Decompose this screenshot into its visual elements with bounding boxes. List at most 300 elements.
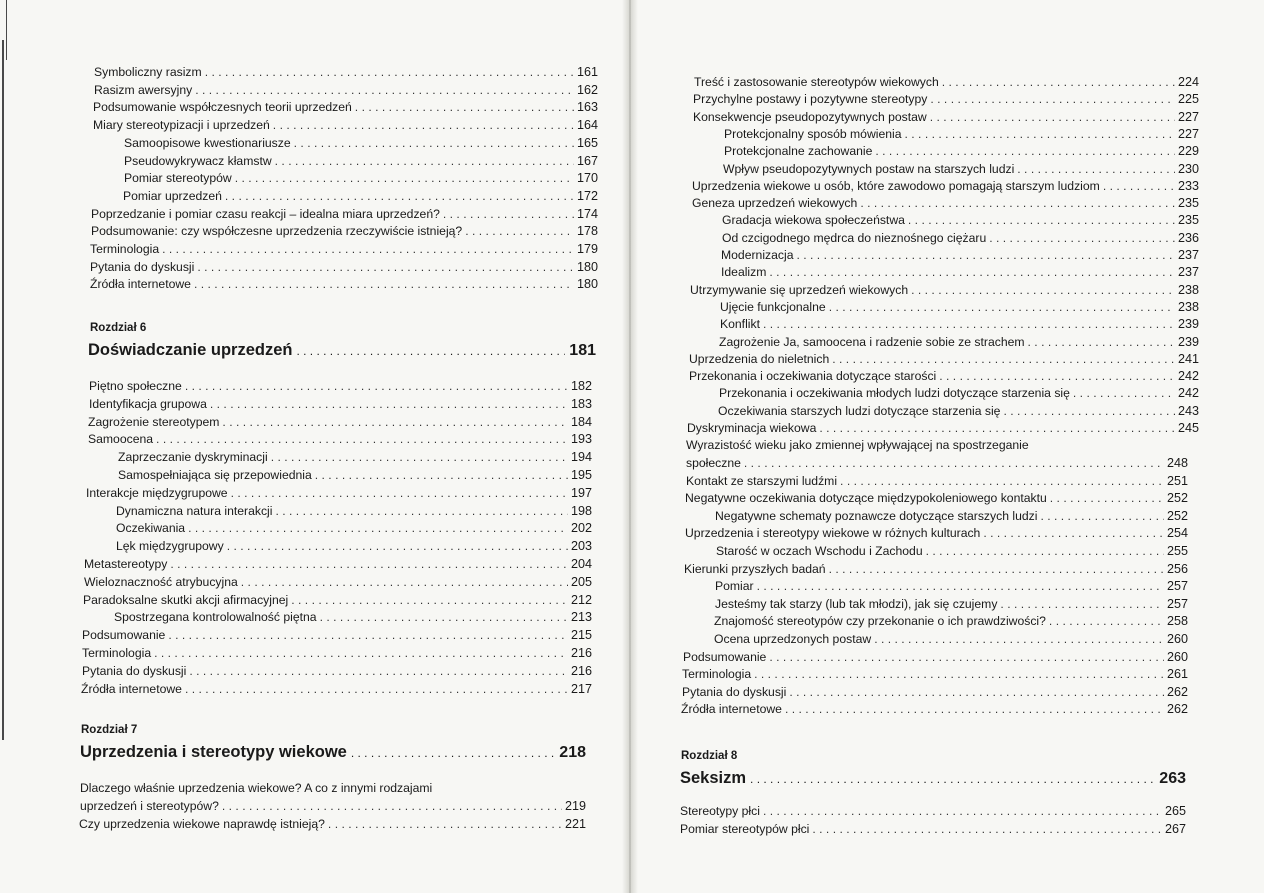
dot-leader bbox=[744, 455, 1164, 471]
dot-leader bbox=[197, 259, 574, 275]
toc-page-number: 227 bbox=[1177, 126, 1199, 141]
toc-page-number: 215 bbox=[570, 628, 592, 643]
toc-entry[interactable] bbox=[84, 574, 592, 590]
dot-leader bbox=[235, 170, 574, 186]
toc-entry-title: Zaprzeczanie dyskryminacji bbox=[118, 450, 268, 465]
toc-entry-title: Pseudowykrywacz kłamstw bbox=[124, 153, 272, 168]
toc-entry-title: Lęk międzygrupowy bbox=[116, 539, 224, 554]
dot-leader bbox=[874, 631, 1164, 647]
toc-entry[interactable] bbox=[124, 170, 598, 186]
dot-leader bbox=[832, 351, 1175, 367]
dot-leader bbox=[185, 681, 568, 697]
toc-page-number: 243 bbox=[1177, 403, 1199, 418]
toc-entry[interactable] bbox=[123, 188, 598, 204]
dot-leader bbox=[763, 803, 1162, 819]
toc-entry[interactable] bbox=[94, 64, 598, 80]
toc-page-number: 227 bbox=[1177, 109, 1199, 124]
toc-entry-title: Identyfikacja grupowa bbox=[89, 396, 207, 411]
toc-page-number: 242 bbox=[1177, 386, 1199, 401]
toc-page-number: 170 bbox=[576, 171, 598, 186]
toc-entry[interactable] bbox=[680, 803, 1186, 819]
dot-leader bbox=[1073, 385, 1175, 401]
toc-entry-title: Oczekiwania starszych ludzi dotyczące starzenia się bbox=[718, 403, 1001, 418]
toc-page-number: 213 bbox=[570, 610, 592, 625]
toc-entry-title: Zagrożenie stereotypem bbox=[88, 414, 220, 429]
dot-leader bbox=[785, 701, 1164, 717]
toc-entry[interactable] bbox=[81, 681, 592, 697]
dot-leader bbox=[320, 609, 568, 625]
toc-page-number: 262 bbox=[1166, 684, 1188, 699]
toc-entry[interactable] bbox=[714, 613, 1188, 629]
toc-entry[interactable] bbox=[686, 455, 1188, 471]
toc-entry-title: Podsumowanie bbox=[82, 628, 166, 643]
toc-entry-title: Źródła internetowe bbox=[81, 681, 182, 696]
toc-entry[interactable] bbox=[715, 578, 1188, 594]
toc-page-number: 162 bbox=[576, 82, 598, 97]
dot-leader bbox=[273, 117, 574, 133]
toc-entry[interactable] bbox=[690, 282, 1199, 298]
dot-leader bbox=[241, 574, 568, 590]
toc-entry[interactable] bbox=[724, 143, 1199, 159]
toc-entry[interactable] bbox=[724, 126, 1199, 142]
dot-leader bbox=[911, 282, 1175, 298]
toc-entry-title: Symboliczny rasizm bbox=[94, 65, 202, 79]
toc-page-number: 230 bbox=[1177, 161, 1199, 176]
dot-leader bbox=[162, 241, 574, 257]
toc-page-number: 235 bbox=[1177, 213, 1199, 228]
toc-page-number: 184 bbox=[570, 414, 592, 429]
dot-leader bbox=[1000, 596, 1164, 612]
dot-leader bbox=[757, 578, 1164, 594]
toc-page-number: 241 bbox=[1177, 351, 1199, 366]
chapter-title-text: Uprzedzenia i stereotypy wiekowe bbox=[80, 743, 347, 761]
toc-entry-title: Przekonania i oczekiwania młodych ludzi dotyczące starzenia się bbox=[719, 386, 1070, 401]
toc-page-number: 251 bbox=[1166, 473, 1188, 488]
toc-entry[interactable] bbox=[124, 135, 598, 151]
toc-page-number: 238 bbox=[1177, 299, 1199, 314]
toc-entry[interactable] bbox=[721, 247, 1199, 263]
toc-entry-title: Uprzedzenia wiekowe u osób, które zawodowo pomagają starszym ludziom bbox=[692, 178, 1100, 193]
toc-page-number: 204 bbox=[570, 557, 592, 571]
toc-entry[interactable] bbox=[720, 316, 1199, 332]
toc-entry[interactable] bbox=[114, 609, 592, 625]
dot-leader bbox=[275, 153, 574, 169]
chapter-7-title[interactable] bbox=[80, 743, 586, 762]
toc-page-number: 257 bbox=[1166, 596, 1188, 611]
toc-entry[interactable] bbox=[124, 153, 598, 169]
toc-entry-title: Utrzymywanie się uprzedzeń wiekowych bbox=[690, 282, 909, 297]
toc-entry-title: Ocena uprzedzonych postaw bbox=[714, 632, 872, 646]
toc-entry-title: Znajomość stereotypów czy przekonanie o ich prawdziwości? bbox=[714, 614, 1046, 629]
toc-entry-wrapped-line: Dlaczego właśnie uprzedzenia wiekowe? A co z innymi rodzajami bbox=[80, 781, 433, 795]
toc-entry[interactable] bbox=[686, 473, 1188, 489]
toc-entry[interactable] bbox=[116, 520, 592, 536]
dot-leader bbox=[750, 772, 1155, 786]
toc-entry-title: Konsekwencje pseudopozytywnych postaw bbox=[693, 109, 927, 124]
toc-entry-title: uprzedzeń i stereotypów? bbox=[80, 799, 219, 813]
chapter-6-label: Rozdział 6 bbox=[90, 322, 147, 334]
toc-page-number: 225 bbox=[1177, 92, 1199, 107]
dot-leader bbox=[351, 746, 555, 760]
toc-page-number: 248 bbox=[1166, 456, 1188, 470]
dot-leader bbox=[840, 473, 1164, 489]
dot-leader bbox=[170, 556, 568, 572]
toc-page-number: 252 bbox=[1166, 491, 1188, 506]
dot-leader bbox=[225, 188, 574, 204]
toc-page-number: 233 bbox=[1177, 178, 1199, 193]
dot-leader bbox=[154, 645, 568, 661]
toc-page-number: 198 bbox=[570, 503, 592, 518]
toc-entry[interactable] bbox=[116, 503, 592, 519]
toc-page-number: 179 bbox=[576, 242, 598, 256]
toc-entry[interactable] bbox=[689, 351, 1199, 367]
toc-entry[interactable] bbox=[715, 596, 1188, 612]
toc-page-number: 202 bbox=[570, 521, 592, 536]
dot-leader bbox=[1103, 178, 1175, 194]
dot-leader bbox=[195, 82, 574, 98]
dot-leader bbox=[315, 467, 568, 483]
dot-leader bbox=[942, 74, 1175, 90]
dot-leader bbox=[860, 195, 1175, 211]
dot-leader bbox=[227, 538, 568, 554]
toc-entry-title: Podsumowanie współczesnych teorii uprzedzeń bbox=[93, 100, 352, 115]
toc-page-number: 174 bbox=[576, 206, 598, 221]
toc-entry-title: Dynamiczna natura interakcji bbox=[116, 503, 273, 518]
toc-entry-title: Źródła internetowe bbox=[90, 277, 191, 292]
toc-entry-title: Uprzedzenia do nieletnich bbox=[689, 351, 830, 366]
toc-page-number: 161 bbox=[576, 65, 598, 79]
toc-page-number: 235 bbox=[1177, 196, 1199, 211]
toc-page-number: 258 bbox=[1166, 614, 1188, 629]
toc-page-number: 197 bbox=[570, 485, 592, 500]
dot-leader bbox=[294, 135, 574, 151]
toc-entry[interactable] bbox=[86, 485, 592, 501]
dot-leader bbox=[291, 592, 568, 608]
dot-leader bbox=[1017, 161, 1175, 177]
chapter-title-text: Doświadczanie uprzedzeń bbox=[88, 341, 293, 359]
toc-entry-title: Terminologia bbox=[90, 242, 160, 256]
toc-entry-title: Pomiar uprzedzeń bbox=[123, 188, 222, 203]
toc-entry[interactable] bbox=[118, 467, 592, 483]
toc-entry-title: Pomiar stereotypów płci bbox=[680, 822, 810, 837]
toc-page-number: 255 bbox=[1166, 544, 1188, 558]
toc-page-number: 163 bbox=[576, 100, 598, 115]
toc-entry-title: Od czcigodnego mędrca do nieznośnego ciężaru bbox=[722, 230, 987, 245]
dot-leader bbox=[271, 449, 568, 465]
toc-page-number: 221 bbox=[564, 816, 586, 831]
dot-leader bbox=[185, 378, 568, 394]
toc-entry-title: Pomiar bbox=[715, 579, 754, 594]
dot-leader bbox=[465, 223, 574, 239]
toc-entry-title: Negatywne oczekiwania dotyczące międzypokoleniowego kontaktu bbox=[685, 491, 1047, 506]
toc-entry[interactable] bbox=[91, 206, 598, 222]
toc-entry[interactable] bbox=[94, 82, 598, 98]
toc-entry[interactable] bbox=[91, 223, 598, 239]
toc-page-number: 180 bbox=[576, 259, 598, 274]
chapter-page-number: 218 bbox=[559, 744, 586, 761]
toc-page-number: 217 bbox=[570, 681, 592, 696]
toc-entry[interactable] bbox=[93, 117, 598, 133]
toc-entry[interactable] bbox=[79, 816, 586, 832]
toc-page-number: 182 bbox=[570, 379, 592, 393]
toc-page-number: 183 bbox=[570, 396, 592, 411]
dot-leader bbox=[796, 247, 1175, 263]
toc-entry-title: Czy uprzedzenia wiekowe naprawdę istnieją? bbox=[79, 816, 325, 831]
toc-entry[interactable] bbox=[682, 666, 1188, 682]
toc-entry[interactable] bbox=[89, 378, 592, 394]
toc-page-number: 245 bbox=[1177, 421, 1199, 435]
toc-page-number: 195 bbox=[570, 468, 592, 482]
toc-page-number: 260 bbox=[1166, 632, 1188, 646]
chapter-title-text: Seksizm bbox=[680, 769, 747, 787]
toc-entry[interactable] bbox=[90, 276, 598, 292]
chapter-6-title[interactable] bbox=[88, 341, 596, 360]
dot-leader bbox=[1028, 334, 1175, 350]
toc-entry-title: Metastereotypy bbox=[84, 557, 168, 571]
toc-entry-title: Jesteśmy tak starzy (lub tak młodzi), jak się czujemy bbox=[715, 596, 998, 611]
dot-leader bbox=[210, 396, 568, 412]
dot-leader bbox=[1040, 508, 1164, 524]
chapter-8-title[interactable] bbox=[680, 769, 1186, 788]
toc-entry-title: Konflikt bbox=[720, 317, 760, 332]
toc-entry[interactable] bbox=[718, 403, 1199, 419]
toc-entry[interactable] bbox=[82, 645, 592, 661]
toc-page-number: 237 bbox=[1177, 265, 1199, 280]
toc-page-number: 239 bbox=[1177, 317, 1199, 332]
toc-entry-title: Pytania do dyskusji bbox=[82, 663, 187, 678]
toc-entry-title: Treść i zastosowanie stereotypów wiekowych bbox=[694, 75, 939, 89]
toc-entry[interactable] bbox=[693, 91, 1199, 107]
toc-entry[interactable] bbox=[682, 684, 1188, 700]
toc-entry[interactable] bbox=[692, 195, 1199, 211]
toc-entry-title: Podsumowanie: czy współczesne uprzedzenia rzeczywiście istnieją? bbox=[91, 224, 463, 239]
toc-page-number: 242 bbox=[1177, 369, 1199, 384]
dot-leader bbox=[930, 91, 1175, 107]
toc-page-number: 216 bbox=[570, 646, 592, 660]
toc-page-number: 167 bbox=[576, 153, 598, 168]
dot-leader bbox=[754, 666, 1164, 682]
toc-page-number: 267 bbox=[1164, 822, 1186, 837]
toc-entry-title: Kierunki przyszłych badań bbox=[684, 561, 826, 576]
dot-leader bbox=[168, 627, 568, 643]
dot-leader bbox=[188, 520, 568, 536]
chapter-page-number: 181 bbox=[569, 342, 596, 359]
toc-entry[interactable] bbox=[116, 538, 592, 554]
toc-page-number: 261 bbox=[1166, 667, 1188, 682]
toc-entry[interactable] bbox=[685, 525, 1188, 541]
toc-entry-title: Idealizm bbox=[721, 265, 767, 280]
toc-page-number: 203 bbox=[570, 539, 592, 554]
toc-entry-title: Podsumowanie bbox=[683, 649, 767, 664]
toc-entry-title: Terminologia bbox=[682, 667, 752, 682]
toc-page-number: 262 bbox=[1166, 702, 1188, 717]
toc-entry-title: Ujęcie funkcjonalne bbox=[720, 299, 826, 314]
toc-entry-title: Spostrzegana kontrolowalność piętna bbox=[114, 610, 317, 625]
dot-leader bbox=[905, 126, 1175, 142]
dot-leader bbox=[355, 99, 574, 115]
toc-entry-title: Przychylne postawy i pozytywne stereotypy bbox=[693, 92, 928, 107]
page-edge-mark bbox=[2, 40, 4, 740]
toc-entry[interactable] bbox=[80, 798, 586, 814]
chapter-page-number: 263 bbox=[1159, 770, 1186, 787]
toc-page-number: 224 bbox=[1177, 75, 1199, 89]
toc-page-number: 172 bbox=[576, 188, 598, 203]
toc-page-number: 252 bbox=[1166, 508, 1188, 523]
toc-entry-title: Oczekiwania bbox=[116, 521, 186, 536]
dot-leader bbox=[926, 543, 1164, 559]
toc-entry-title: Gradacja wiekowa społeczeństwa bbox=[722, 213, 905, 228]
toc-entry[interactable] bbox=[84, 556, 592, 572]
dot-leader bbox=[275, 503, 568, 519]
toc-page-number: 212 bbox=[570, 592, 592, 607]
toc-entry-title: Terminologia bbox=[82, 646, 152, 660]
toc-page-number: 165 bbox=[576, 135, 598, 150]
toc-entry[interactable] bbox=[693, 109, 1199, 125]
toc-entry-title: Samoopisowe kwestionariusze bbox=[124, 135, 291, 150]
toc-entry-title: Protekcjonalny sposób mówienia bbox=[724, 126, 902, 141]
toc-entry-title: Samoocena bbox=[88, 432, 154, 447]
toc-entry[interactable] bbox=[689, 368, 1199, 384]
toc-entry-title: Samospełniająca się przepowiednia bbox=[118, 468, 312, 482]
toc-entry[interactable] bbox=[715, 508, 1188, 524]
dot-leader bbox=[222, 798, 562, 814]
toc-entry[interactable] bbox=[681, 701, 1188, 717]
dot-leader bbox=[222, 414, 568, 430]
dot-leader bbox=[983, 525, 1164, 541]
toc-page-number: 229 bbox=[1177, 144, 1199, 159]
toc-entry[interactable] bbox=[684, 561, 1188, 577]
toc-page-number: 265 bbox=[1164, 804, 1186, 818]
toc-entry[interactable] bbox=[683, 649, 1188, 665]
toc-page-number: 237 bbox=[1177, 248, 1199, 262]
dot-leader bbox=[908, 212, 1175, 228]
toc-entry[interactable] bbox=[83, 592, 592, 608]
toc-entry-title: Miary stereotypizacji i uprzedzeń bbox=[93, 118, 270, 133]
toc-entry[interactable] bbox=[118, 449, 592, 465]
dot-leader bbox=[156, 431, 568, 447]
toc-entry-title: Piętno społeczne bbox=[89, 379, 182, 393]
dot-leader bbox=[829, 299, 1175, 315]
toc-entry-title: Wieloznaczność atrybucyjna bbox=[84, 574, 238, 589]
toc-page-number: 193 bbox=[570, 432, 592, 447]
dot-leader bbox=[989, 230, 1175, 246]
dot-leader bbox=[1050, 490, 1164, 506]
toc-entry[interactable] bbox=[687, 420, 1199, 436]
toc-entry-title: Poprzedzanie i pomiar czasu reakcji – idealna miara uprzedzeń? bbox=[91, 206, 440, 221]
toc-entry[interactable] bbox=[93, 99, 598, 115]
toc-entry[interactable] bbox=[722, 212, 1199, 228]
toc-page-number: 238 bbox=[1177, 282, 1199, 297]
toc-entry[interactable] bbox=[680, 821, 1186, 837]
dot-leader bbox=[769, 264, 1175, 280]
toc-page-number: 239 bbox=[1177, 334, 1199, 349]
toc-entry[interactable] bbox=[723, 161, 1199, 177]
toc-entry-title: Interakcje międzygrupowe bbox=[86, 485, 228, 500]
toc-entry[interactable] bbox=[714, 631, 1188, 647]
toc-page-number: 194 bbox=[570, 450, 592, 465]
toc-entry[interactable] bbox=[721, 264, 1199, 280]
toc-entry-title: Źródła internetowe bbox=[681, 702, 782, 717]
toc-entry-title: Pytania do dyskusji bbox=[682, 684, 787, 699]
toc-entry[interactable] bbox=[89, 396, 592, 412]
toc-page-number: 254 bbox=[1166, 526, 1188, 541]
toc-entry-title: Rasizm awersyjny bbox=[94, 82, 193, 97]
toc-entry[interactable] bbox=[716, 543, 1188, 559]
dot-leader bbox=[875, 143, 1175, 159]
toc-entry-title: Protekcjonalne zachowanie bbox=[724, 144, 873, 159]
toc-page-number: 256 bbox=[1166, 561, 1188, 576]
toc-entry-title: Pytania do dyskusji bbox=[90, 259, 195, 274]
dot-leader bbox=[769, 649, 1164, 665]
toc-page-number: 205 bbox=[570, 574, 592, 589]
toc-entry[interactable] bbox=[685, 490, 1188, 506]
toc-page-number: 164 bbox=[576, 118, 598, 133]
toc-page-number: 178 bbox=[576, 224, 598, 239]
toc-entry-title: Kontakt ze starszymi ludźmi bbox=[686, 473, 838, 488]
toc-entry[interactable] bbox=[692, 178, 1199, 194]
dot-leader bbox=[189, 663, 568, 679]
toc-entry-title: Stereotypy płci bbox=[680, 804, 760, 818]
dot-leader bbox=[1049, 613, 1164, 629]
toc-entry[interactable] bbox=[82, 627, 592, 643]
toc-entry-title: Dyskryminacja wiekowa bbox=[687, 421, 817, 435]
toc-entry-title: Pomiar stereotypów bbox=[124, 171, 232, 186]
toc-entry-title: Negatywne schematy poznawcze dotyczące starszych ludzi bbox=[715, 508, 1038, 523]
chapter-8-label: Rozdział 8 bbox=[681, 750, 738, 762]
toc-entry[interactable] bbox=[82, 663, 592, 679]
toc-page-number: 216 bbox=[570, 663, 592, 678]
dot-leader bbox=[930, 109, 1175, 125]
chapter-7-label: Rozdział 7 bbox=[81, 724, 138, 736]
toc-entry-title: Uprzedzenia i stereotypy wiekowe w różnych kulturach bbox=[685, 526, 981, 541]
toc-entry[interactable] bbox=[719, 334, 1199, 350]
dot-leader bbox=[231, 485, 568, 501]
toc-entry-title: Geneza uprzedzeń wiekowych bbox=[692, 196, 858, 211]
toc-entry[interactable] bbox=[722, 230, 1199, 246]
toc-page-number: 236 bbox=[1177, 230, 1199, 245]
dot-leader bbox=[939, 368, 1175, 384]
dot-leader bbox=[443, 206, 574, 222]
page-edge-mark bbox=[6, 0, 7, 60]
dot-leader bbox=[296, 344, 565, 358]
toc-entry-wrapped-line: Wyrazistość wieku jako zmiennej wpływającej na spostrzeganie bbox=[686, 438, 1029, 452]
dot-leader bbox=[1003, 403, 1175, 419]
toc-entry[interactable] bbox=[90, 241, 598, 257]
toc-entry[interactable] bbox=[88, 431, 592, 447]
toc-entry[interactable] bbox=[90, 259, 598, 275]
dot-leader bbox=[819, 420, 1175, 436]
toc-entry[interactable] bbox=[720, 299, 1199, 315]
toc-entry-title: Modernizacja bbox=[721, 248, 794, 262]
toc-entry[interactable] bbox=[694, 74, 1199, 90]
toc-entry-title: Wpływ pseudopozytywnych postaw na starszych ludzi bbox=[723, 161, 1015, 176]
toc-entry-title: społeczne bbox=[686, 456, 741, 470]
toc-page-number: 260 bbox=[1166, 649, 1188, 664]
dot-leader bbox=[194, 276, 574, 292]
toc-page-number: 180 bbox=[576, 277, 598, 292]
dot-leader bbox=[812, 821, 1162, 837]
toc-entry[interactable] bbox=[88, 414, 592, 430]
toc-entry-title: Paradoksalne skutki akcji afirmacyjnej bbox=[83, 592, 289, 607]
dot-leader bbox=[328, 816, 562, 832]
toc-page-number: 219 bbox=[564, 799, 586, 813]
dot-leader bbox=[763, 316, 1175, 332]
toc-entry-title: Starość w oczach Wschodu i Zachodu bbox=[716, 544, 923, 558]
toc-entry-title: Przekonania i oczekiwania dotyczące starości bbox=[689, 369, 937, 384]
toc-page-number: 257 bbox=[1166, 579, 1188, 594]
dot-leader bbox=[789, 684, 1164, 700]
toc-entry[interactable] bbox=[719, 385, 1199, 401]
